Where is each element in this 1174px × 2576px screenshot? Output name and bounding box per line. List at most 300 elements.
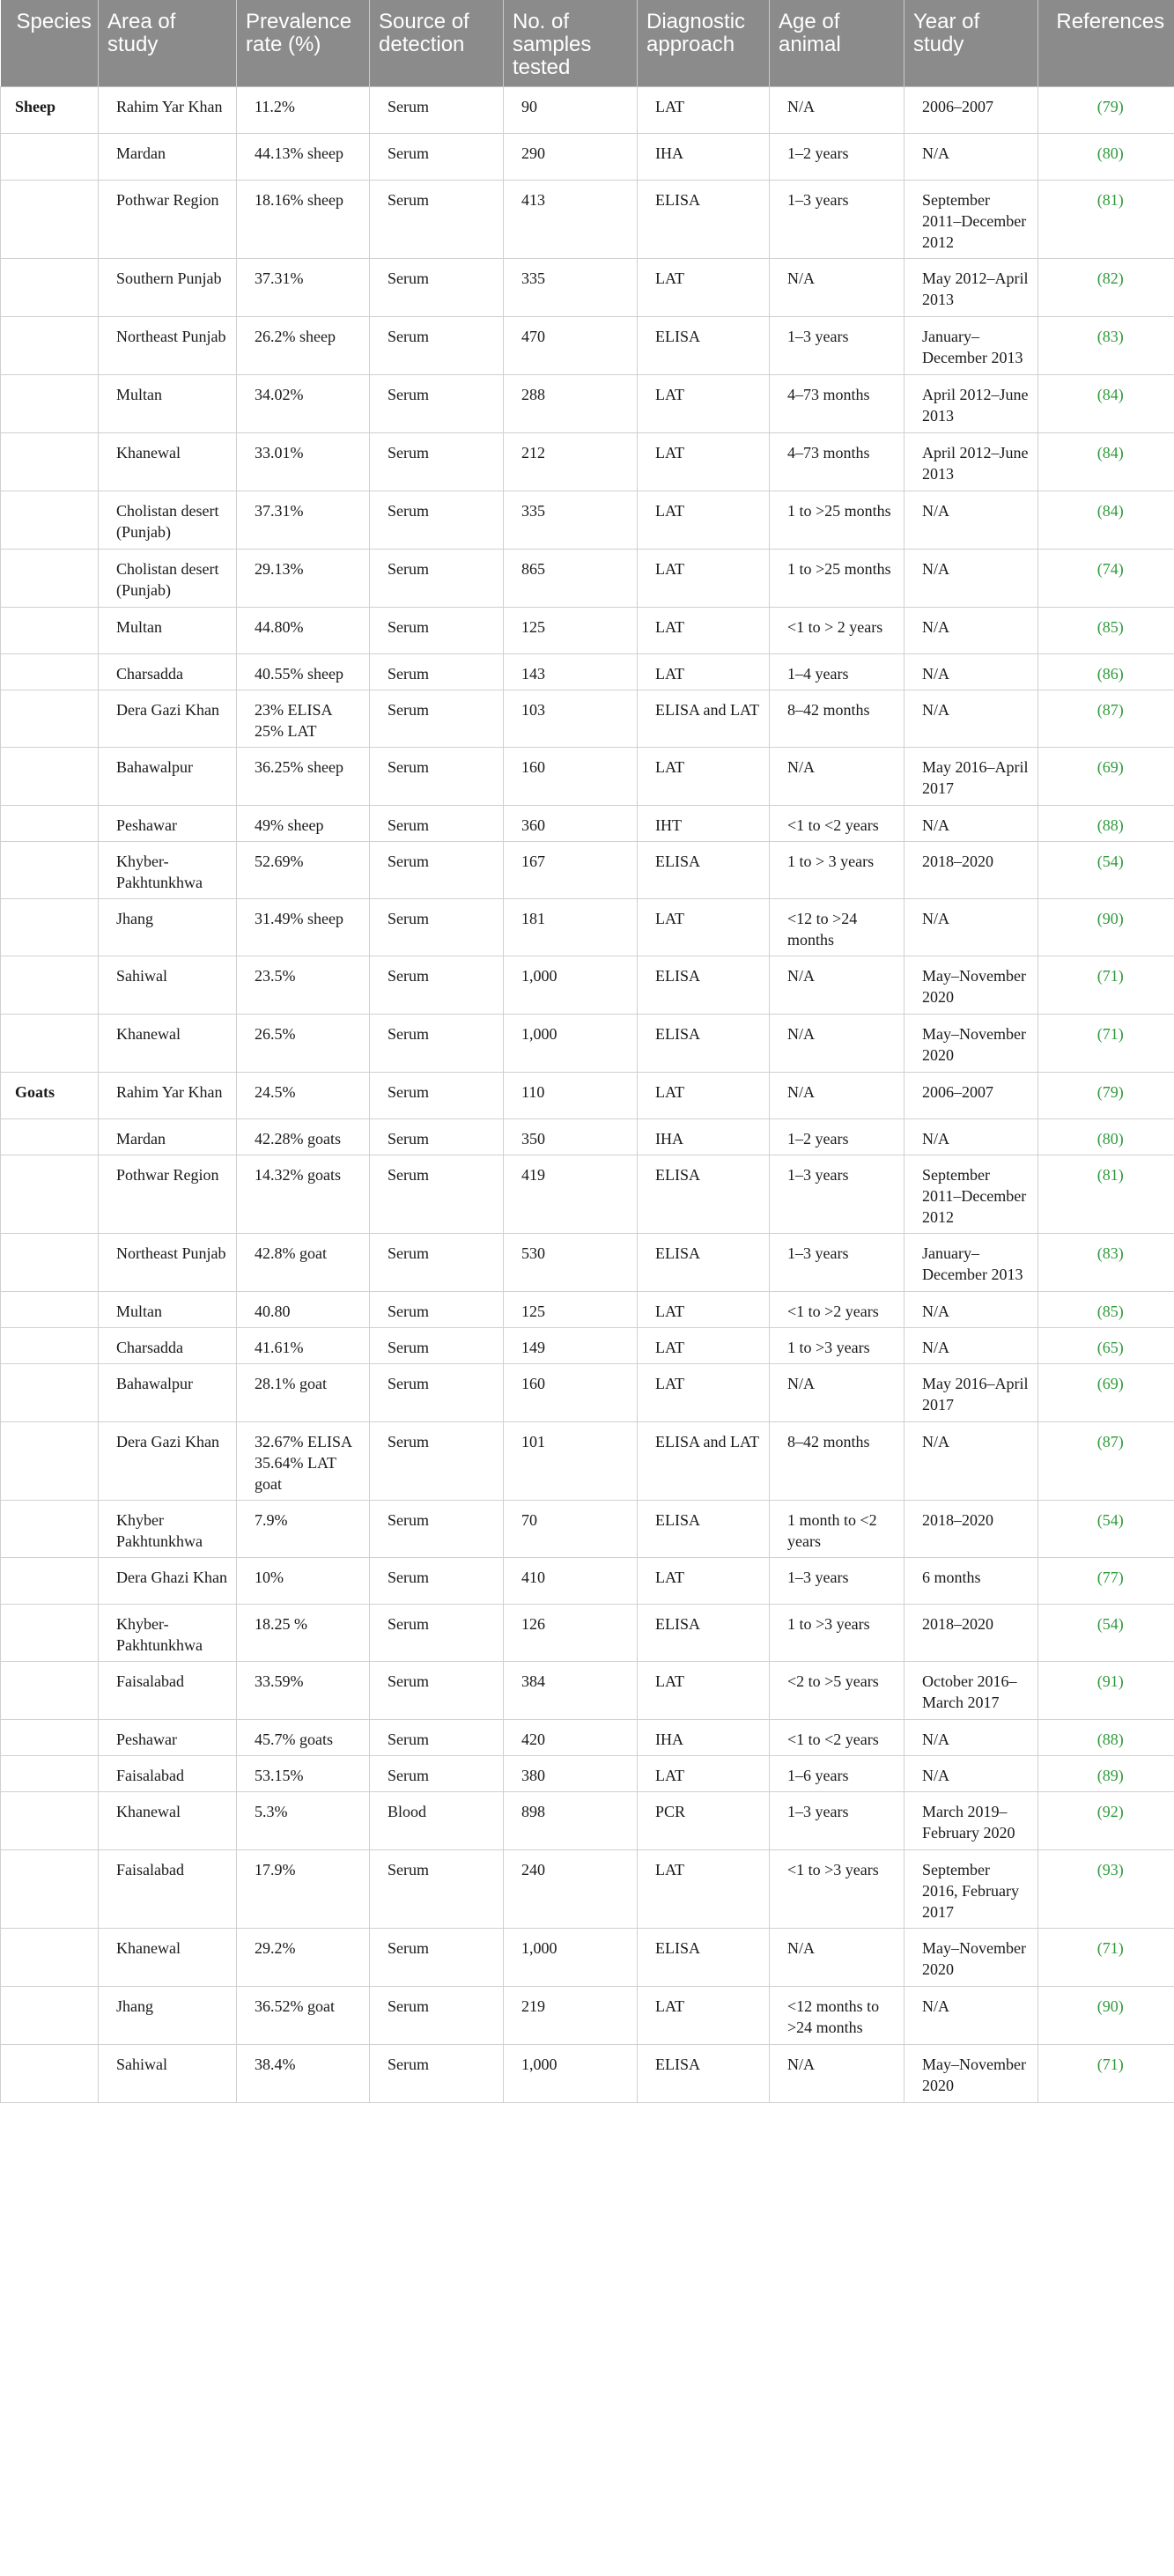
cell-approach: LAT [638, 1987, 770, 2045]
cell-prevalence: 18.25 % [237, 1605, 370, 1662]
reference-paren-close: ) [1118, 1939, 1124, 1957]
table-row [1, 1987, 1174, 2045]
cell-samples: 420 [504, 1720, 638, 1756]
cell-approach: LAT [638, 433, 770, 491]
cell-reference [1038, 899, 1174, 956]
cell-samples: 240 [504, 1850, 638, 1929]
cell-year: N/A [904, 1422, 1038, 1501]
cell-species: Goats [1, 1073, 99, 1119]
table-row [1, 1605, 1174, 1662]
reference-link[interactable]: 54 [1102, 853, 1119, 870]
cell-prevalence: 24.5% [237, 1073, 370, 1119]
cell-reference [1038, 2045, 1174, 2103]
reference-link[interactable]: 81 [1102, 1166, 1119, 1184]
cell-approach: ELISA [638, 1234, 770, 1292]
cell-area: Faisalabad [99, 1662, 237, 1720]
reference-paren-open: ( [1096, 816, 1103, 834]
cell-species [1, 2045, 99, 2103]
cell-year: 6 months [904, 1558, 1038, 1605]
cell-year: N/A [904, 690, 1038, 748]
reference-paren-close: ) [1118, 444, 1124, 461]
cell-year: January–December 2013 [904, 1234, 1038, 1292]
reference-paren-close: ) [1118, 1672, 1124, 1690]
header-row [1, 0, 1174, 87]
cell-year: N/A [904, 1987, 1038, 2045]
cell-area: Bahawalpur [99, 748, 237, 806]
reference-link[interactable]: 85 [1102, 1303, 1119, 1320]
cell-samples: 360 [504, 806, 638, 842]
reference-link[interactable]: 80 [1102, 144, 1119, 162]
cell-area: Cholistan desert (Punjab) [99, 491, 237, 550]
cell-age: 1–6 years [770, 1756, 904, 1792]
cell-samples: 898 [504, 1792, 638, 1850]
cell-prevalence: 7.9% [237, 1501, 370, 1558]
cell-age: 1–3 years [770, 1155, 904, 1234]
cell-prevalence: 45.7% goats [237, 1720, 370, 1756]
cell-species [1, 134, 99, 181]
cell-year: October 2016–March 2017 [904, 1662, 1038, 1720]
cell-prevalence: 44.80% [237, 608, 370, 654]
reference-link[interactable]: 85 [1102, 618, 1119, 636]
cell-samples: 1,000 [504, 956, 638, 1015]
cell-source: Serum [370, 1501, 504, 1558]
reference-link[interactable]: 65 [1102, 1339, 1119, 1356]
reference-paren-close: ) [1118, 967, 1124, 985]
cell-area: Rahim Yar Khan [99, 87, 237, 134]
header-samples: No. of samples tested [504, 0, 638, 87]
cell-species [1, 1756, 99, 1792]
cell-approach: IHA [638, 1119, 770, 1155]
cell-samples: 350 [504, 1119, 638, 1155]
reference-paren-close: ) [1118, 1615, 1124, 1633]
cell-age: 1–4 years [770, 654, 904, 690]
cell-approach: LAT [638, 1073, 770, 1119]
cell-age: <12 to >24 months [770, 899, 904, 956]
reference-link[interactable]: 54 [1102, 1615, 1119, 1633]
reference-link[interactable]: 54 [1102, 1511, 1119, 1529]
cell-species [1, 550, 99, 608]
cell-species [1, 1155, 99, 1234]
cell-prevalence: 40.55% sheep [237, 654, 370, 690]
cell-age: N/A [770, 2045, 904, 2103]
cell-samples: 335 [504, 259, 638, 317]
reference-link[interactable]: 83 [1102, 328, 1119, 345]
cell-area: Dera Gazi Khan [99, 1422, 237, 1501]
reference-paren-close: ) [1118, 560, 1124, 578]
reference-link[interactable]: 83 [1102, 1244, 1119, 1262]
reference-link[interactable]: 84 [1102, 386, 1119, 403]
table-row [1, 806, 1174, 842]
reference-paren-close: ) [1118, 98, 1124, 115]
cell-samples: 160 [504, 1364, 638, 1422]
reference-link[interactable]: 87 [1102, 701, 1119, 719]
cell-source: Serum [370, 1987, 504, 2045]
cell-prevalence: 53.15% [237, 1756, 370, 1792]
cell-source: Serum [370, 1662, 504, 1720]
cell-prevalence: 33.01% [237, 433, 370, 491]
reference-paren-open: ( [1096, 1083, 1103, 1101]
table-body [1, 87, 1174, 2103]
cell-age: <1 to <2 years [770, 1720, 904, 1756]
cell-approach: LAT [638, 608, 770, 654]
cell-year: September 2016, February 2017 [904, 1850, 1038, 1929]
cell-reference [1038, 1756, 1174, 1792]
cell-age: <1 to > 2 years [770, 608, 904, 654]
cell-prevalence: 32.67% ELISA 35.64% LAT goat [237, 1422, 370, 1501]
cell-reference [1038, 1929, 1174, 1987]
reference-paren-open: ( [1096, 1997, 1103, 2015]
table-row [1, 1155, 1174, 1234]
cell-species [1, 317, 99, 375]
cell-year: N/A [904, 1119, 1038, 1155]
header-source: Source of detection [370, 0, 504, 87]
cell-area: Khanewal [99, 1929, 237, 1987]
cell-reference [1038, 1850, 1174, 1929]
cell-source: Serum [370, 259, 504, 317]
cell-approach: ELISA [638, 2045, 770, 2103]
cell-reference [1038, 1155, 1174, 1234]
cell-approach: IHT [638, 806, 770, 842]
cell-source: Serum [370, 1155, 504, 1234]
cell-prevalence: 18.16% sheep [237, 181, 370, 259]
cell-age: N/A [770, 1929, 904, 1987]
reference-paren-close: ) [1118, 1731, 1124, 1748]
cell-approach: LAT [638, 1328, 770, 1364]
reference-paren-close: ) [1118, 328, 1124, 345]
reference-link[interactable]: 93 [1102, 1861, 1119, 1878]
reference-link[interactable]: 82 [1102, 269, 1119, 287]
cell-year: May–November 2020 [904, 1929, 1038, 1987]
cell-year: N/A [904, 1756, 1038, 1792]
reference-link[interactable]: 86 [1102, 665, 1119, 683]
cell-source: Blood [370, 1792, 504, 1850]
cell-age: 1–3 years [770, 181, 904, 259]
reference-paren-close: ) [1118, 853, 1124, 870]
cell-source: Serum [370, 2045, 504, 2103]
table-row [1, 1422, 1174, 1501]
cell-age: 1–3 years [770, 1792, 904, 1850]
cell-samples: 530 [504, 1234, 638, 1292]
cell-prevalence: 42.8% goat [237, 1234, 370, 1292]
reference-link[interactable]: 87 [1102, 1433, 1119, 1450]
reference-link[interactable]: 79 [1102, 1083, 1119, 1101]
reference-link[interactable]: 84 [1102, 502, 1119, 520]
cell-species [1, 1662, 99, 1720]
cell-reference [1038, 433, 1174, 491]
cell-samples: 865 [504, 550, 638, 608]
cell-prevalence: 23% ELISA 25% LAT [237, 690, 370, 748]
table-row [1, 1720, 1174, 1756]
cell-reference [1038, 1501, 1174, 1558]
reference-link[interactable]: 71 [1102, 2056, 1119, 2073]
reference-link[interactable]: 88 [1102, 816, 1119, 834]
cell-age: 1 to >3 years [770, 1328, 904, 1364]
table-row [1, 491, 1174, 550]
cell-samples: 380 [504, 1756, 638, 1792]
cell-source: Serum [370, 1328, 504, 1364]
reference-paren-open: ( [1096, 1025, 1103, 1043]
cell-samples: 413 [504, 181, 638, 259]
table-row [1, 1558, 1174, 1605]
table-row [1, 259, 1174, 317]
cell-species [1, 1987, 99, 2045]
cell-samples: 125 [504, 608, 638, 654]
header-approach: Diagnostic approach [638, 0, 770, 87]
reference-paren-close: ) [1118, 1244, 1124, 1262]
cell-approach: LAT [638, 1756, 770, 1792]
cell-prevalence: 5.3% [237, 1792, 370, 1850]
cell-prevalence: 28.1% goat [237, 1364, 370, 1422]
reference-paren-close: ) [1118, 1375, 1124, 1392]
table-row [1, 899, 1174, 956]
reference-link[interactable]: 89 [1102, 1767, 1119, 1784]
cell-source: Serum [370, 806, 504, 842]
cell-age: N/A [770, 956, 904, 1015]
reference-paren-open: ( [1096, 502, 1103, 520]
cell-area: Khanewal [99, 1015, 237, 1073]
reference-link[interactable]: 69 [1102, 1375, 1119, 1392]
reference-paren-close: ) [1118, 1861, 1124, 1878]
cell-reference [1038, 1073, 1174, 1119]
reference-paren-open: ( [1096, 1767, 1103, 1784]
cell-age: 8–42 months [770, 1422, 904, 1501]
table-row [1, 2045, 1174, 2103]
cell-prevalence: 52.69% [237, 842, 370, 899]
cell-species [1, 491, 99, 550]
reference-paren-open: ( [1096, 386, 1103, 403]
cell-approach: ELISA [638, 1929, 770, 1987]
table-row [1, 1328, 1174, 1364]
reference-link[interactable]: 91 [1102, 1672, 1119, 1690]
table-row [1, 550, 1174, 608]
cell-reference [1038, 1720, 1174, 1756]
cell-reference [1038, 550, 1174, 608]
reference-link[interactable]: 90 [1102, 1997, 1119, 2015]
cell-age: 1 to >3 years [770, 1605, 904, 1662]
cell-area: Cholistan desert (Punjab) [99, 550, 237, 608]
reference-paren-close: ) [1118, 502, 1124, 520]
cell-species [1, 690, 99, 748]
reference-link[interactable]: 81 [1102, 191, 1119, 209]
cell-year: N/A [904, 654, 1038, 690]
cell-year: 2018–2020 [904, 1501, 1038, 1558]
reference-paren-close: ) [1118, 1568, 1124, 1586]
cell-reference [1038, 181, 1174, 259]
reference-link[interactable]: 77 [1102, 1568, 1119, 1586]
cell-source: Serum [370, 181, 504, 259]
cell-age: <1 to >2 years [770, 1292, 904, 1328]
cell-approach: ELISA and LAT [638, 690, 770, 748]
table-row [1, 1792, 1174, 1850]
cell-prevalence: 33.59% [237, 1662, 370, 1720]
reference-link[interactable]: 90 [1102, 910, 1119, 927]
cell-species [1, 654, 99, 690]
cell-area: Pothwar Region [99, 181, 237, 259]
table-row [1, 1364, 1174, 1422]
cell-approach: ELISA and LAT [638, 1422, 770, 1501]
cell-source: Serum [370, 608, 504, 654]
cell-year: May 2016–April 2017 [904, 1364, 1038, 1422]
cell-samples: 1,000 [504, 1015, 638, 1073]
cell-age: <1 to >3 years [770, 1850, 904, 1929]
header-references: References [1038, 0, 1174, 87]
cell-area: Peshawar [99, 1720, 237, 1756]
cell-reference [1038, 1987, 1174, 2045]
reference-paren-close: ) [1118, 269, 1124, 287]
cell-species [1, 259, 99, 317]
reference-paren-open: ( [1096, 701, 1103, 719]
cell-approach: LAT [638, 1364, 770, 1422]
cell-species [1, 608, 99, 654]
cell-samples: 1,000 [504, 2045, 638, 2103]
cell-year: September 2011–December 2012 [904, 1155, 1038, 1234]
cell-species [1, 433, 99, 491]
cell-species [1, 842, 99, 899]
reference-link[interactable]: 80 [1102, 1130, 1119, 1148]
table-row [1, 1234, 1174, 1292]
table-row [1, 956, 1174, 1015]
table-row [1, 1073, 1174, 1119]
reference-paren-close: ) [1118, 758, 1124, 776]
cell-year: 2018–2020 [904, 1605, 1038, 1662]
cell-reference [1038, 1605, 1174, 1662]
reference-paren-close: ) [1118, 1433, 1124, 1450]
reference-paren-close: ) [1118, 1803, 1124, 1820]
cell-samples: 419 [504, 1155, 638, 1234]
cell-prevalence: 36.25% sheep [237, 748, 370, 806]
cell-age: 8–42 months [770, 690, 904, 748]
cell-species [1, 1929, 99, 1987]
header-area: Area of study [99, 0, 237, 87]
cell-year: N/A [904, 1720, 1038, 1756]
cell-approach: LAT [638, 1558, 770, 1605]
cell-prevalence: 38.4% [237, 2045, 370, 2103]
cell-reference [1038, 87, 1174, 134]
table-row [1, 134, 1174, 181]
cell-prevalence: 36.52% goat [237, 1987, 370, 2045]
cell-year: N/A [904, 608, 1038, 654]
cell-samples: 288 [504, 375, 638, 433]
reference-paren-open: ( [1096, 1166, 1103, 1184]
cell-area: Multan [99, 375, 237, 433]
cell-age: <12 months to >24 months [770, 1987, 904, 2045]
cell-area: Southern Punjab [99, 259, 237, 317]
cell-prevalence: 10% [237, 1558, 370, 1605]
reference-paren-open: ( [1096, 1433, 1103, 1450]
reference-link[interactable]: 71 [1102, 1939, 1119, 1957]
reference-paren-open: ( [1096, 1731, 1103, 1748]
cell-approach: PCR [638, 1792, 770, 1850]
cell-year: N/A [904, 1292, 1038, 1328]
table-row [1, 608, 1174, 654]
reference-link[interactable]: 84 [1102, 444, 1119, 461]
reference-paren-close: ) [1118, 1339, 1124, 1356]
cell-source: Serum [370, 317, 504, 375]
table-row [1, 1756, 1174, 1792]
cell-source: Serum [370, 375, 504, 433]
cell-prevalence: 44.13% sheep [237, 134, 370, 181]
cell-approach: LAT [638, 87, 770, 134]
cell-year: May–November 2020 [904, 956, 1038, 1015]
reference-paren-close: ) [1118, 191, 1124, 209]
cell-age: N/A [770, 1364, 904, 1422]
cell-approach: ELISA [638, 842, 770, 899]
cell-year: 2006–2007 [904, 87, 1038, 134]
cell-area: Dera Ghazi Khan [99, 1558, 237, 1605]
cell-area: Dera Gazi Khan [99, 690, 237, 748]
cell-source: Serum [370, 654, 504, 690]
cell-age: N/A [770, 259, 904, 317]
cell-reference [1038, 1422, 1174, 1501]
cell-source: Serum [370, 1119, 504, 1155]
cell-area: Mardan [99, 1119, 237, 1155]
cell-species [1, 1292, 99, 1328]
reference-link[interactable]: 71 [1102, 967, 1119, 985]
cell-source: Serum [370, 748, 504, 806]
cell-approach: LAT [638, 654, 770, 690]
reference-paren-close: ) [1118, 1997, 1124, 2015]
reference-link[interactable]: 71 [1102, 1025, 1119, 1043]
cell-year: March 2019–February 2020 [904, 1792, 1038, 1850]
cell-samples: 290 [504, 134, 638, 181]
cell-area: Pothwar Region [99, 1155, 237, 1234]
cell-source: Serum [370, 1073, 504, 1119]
cell-reference [1038, 1662, 1174, 1720]
cell-source: Serum [370, 1756, 504, 1792]
reference-link[interactable]: 74 [1102, 560, 1119, 578]
cell-samples: 212 [504, 433, 638, 491]
reference-paren-open: ( [1096, 1803, 1103, 1820]
cell-approach: ELISA [638, 181, 770, 259]
cell-area: Northeast Punjab [99, 1234, 237, 1292]
header-species: Species [1, 0, 99, 87]
table-row [1, 1501, 1174, 1558]
reference-paren-close: ) [1118, 618, 1124, 636]
table-row [1, 1292, 1174, 1328]
table-row [1, 87, 1174, 134]
cell-area: Faisalabad [99, 1756, 237, 1792]
reference-link[interactable]: 79 [1102, 98, 1119, 115]
reference-paren-close: ) [1118, 386, 1124, 403]
reference-paren-close: ) [1118, 665, 1124, 683]
cell-approach: LAT [638, 1850, 770, 1929]
cell-age: N/A [770, 748, 904, 806]
cell-area: Faisalabad [99, 1850, 237, 1929]
reference-paren-open: ( [1096, 1615, 1103, 1633]
cell-age: <1 to <2 years [770, 806, 904, 842]
reference-paren-open: ( [1096, 1568, 1103, 1586]
reference-paren-open: ( [1096, 1861, 1103, 1878]
cell-samples: 335 [504, 491, 638, 550]
cell-area: Mardan [99, 134, 237, 181]
cell-reference [1038, 748, 1174, 806]
cell-reference [1038, 375, 1174, 433]
reference-link[interactable]: 88 [1102, 1731, 1119, 1748]
reference-paren-open: ( [1096, 967, 1103, 985]
reference-paren-open: ( [1096, 853, 1103, 870]
cell-source: Serum [370, 842, 504, 899]
cell-prevalence: 37.31% [237, 491, 370, 550]
reference-link[interactable]: 69 [1102, 758, 1119, 776]
reference-paren-close: ) [1118, 910, 1124, 927]
table-row [1, 842, 1174, 899]
cell-approach: ELISA [638, 1015, 770, 1073]
cell-age: 1 to >25 months [770, 491, 904, 550]
cell-year: 2006–2007 [904, 1073, 1038, 1119]
reference-link[interactable]: 92 [1102, 1803, 1119, 1820]
cell-approach: LAT [638, 259, 770, 317]
cell-samples: 384 [504, 1662, 638, 1720]
